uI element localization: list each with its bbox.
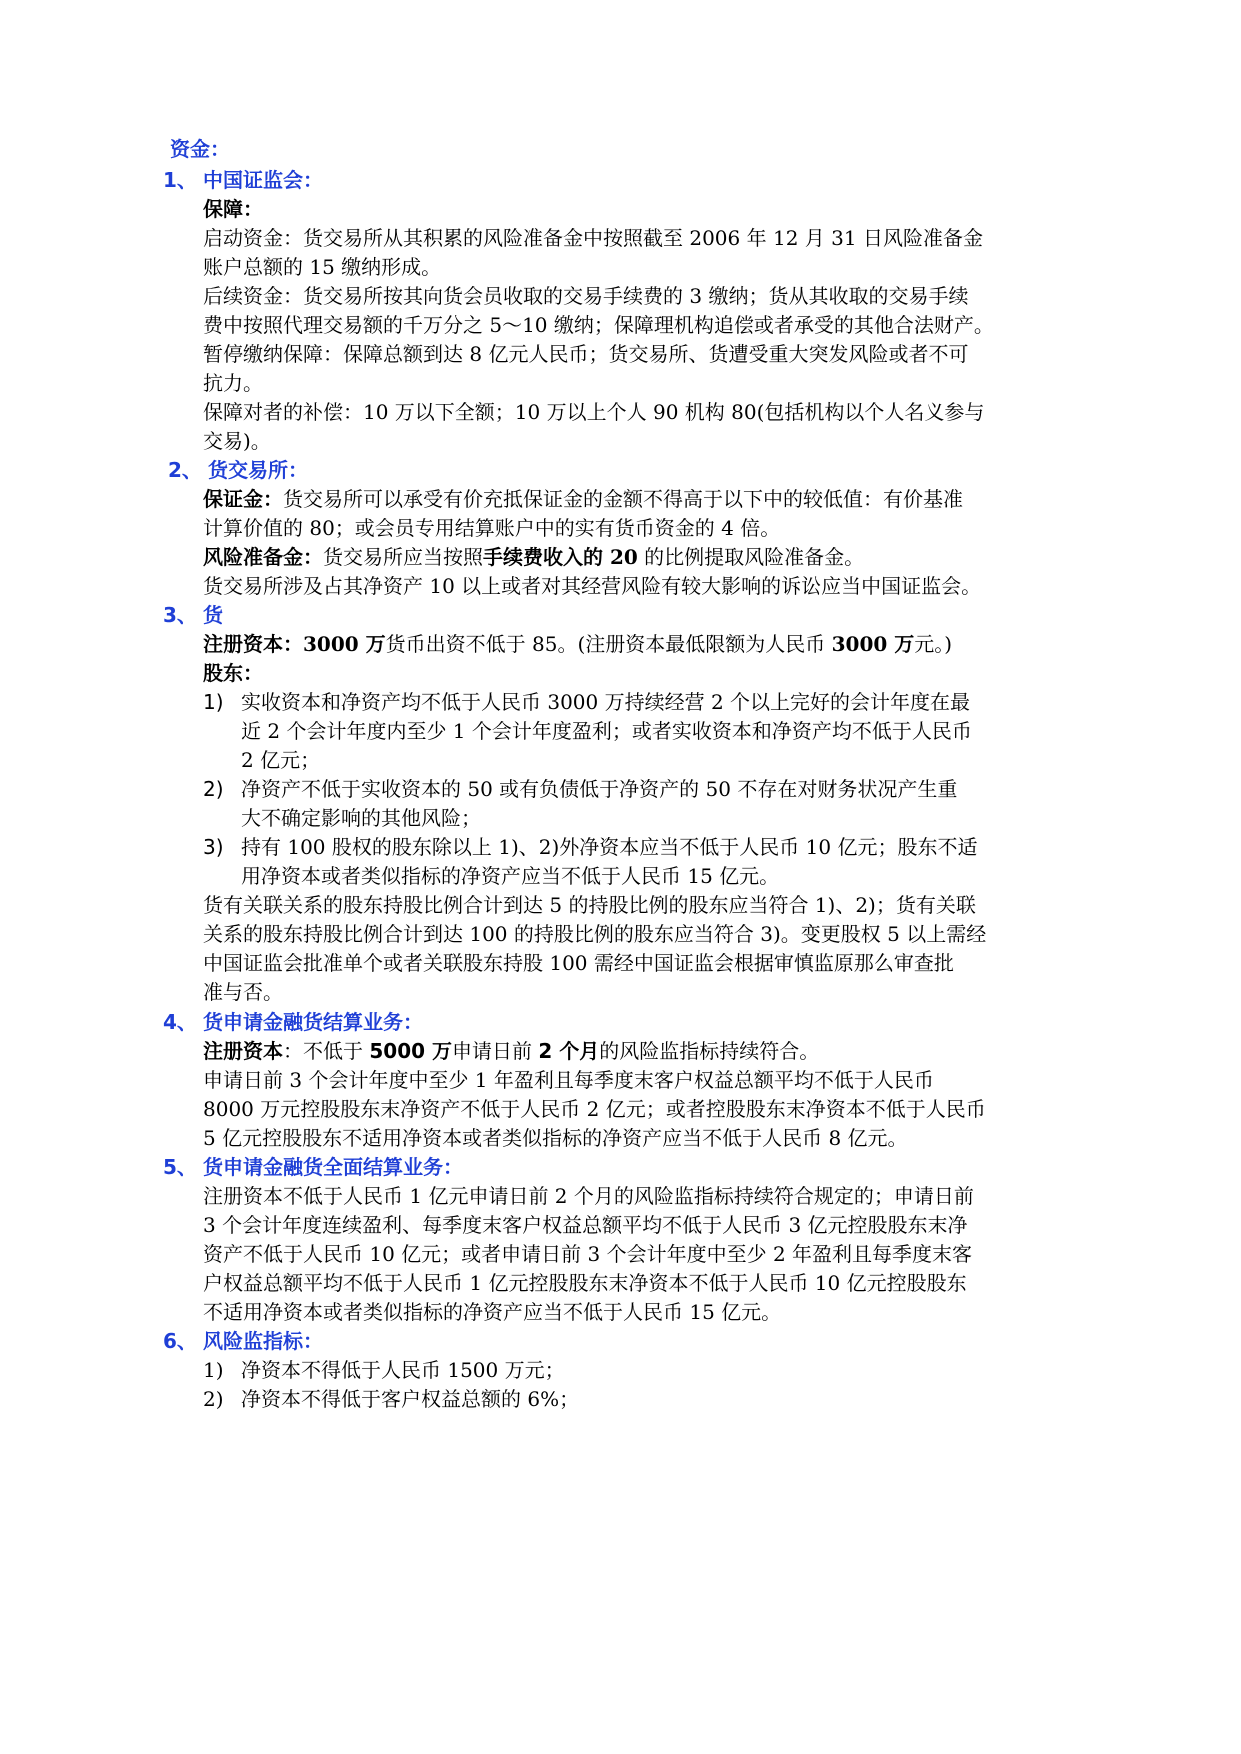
paragraph-line: 交易)。	[203, 429, 271, 453]
paragraph-line: 货交易所涉及占其净资产 10 以上或者对其经营风险有较大影响的诉讼应当中国证监会。	[203, 574, 982, 598]
section-5-number: 5、	[163, 1155, 197, 1179]
paragraph-line: 户权益总额平均不低于人民币 1 亿元控股股东末净资本不低于人民币 10 亿元控股股东	[203, 1271, 967, 1295]
paragraph-line: 货有关联关系的股东持股比例合计到达 5 的持股比例的股东应当符合 1)、2)；货有关联	[203, 893, 976, 917]
list-item-line: 2 亿元；	[241, 748, 321, 772]
paragraph-line: 费中按照代理交易额的千万分之 5～10 缴纳；保障理机构追偿或者承受的其他合法财产。	[203, 313, 994, 337]
term-emphasis: 2 个月	[538, 1039, 600, 1063]
paragraph-line: 暂停缴纳保障：保障总额到达 8 亿元人民币；货交易所、货遭受重大突发风险或者不可	[203, 342, 969, 366]
list-number: 3)	[203, 835, 224, 859]
term-emphasis: 5000 万	[369, 1039, 452, 1063]
paragraph-line	[203, 543, 864, 571]
paragraph-line: 不适用净资本或者类似指标的净资产应当不低于人民币 15 亿元。	[203, 1300, 782, 1324]
paragraph-line: 资产不低于人民币 10 亿元；或者申请日前 3 个会计年度中至少 2 年盈利且每季度末客	[203, 1242, 973, 1266]
term-text: ：不低于	[283, 1039, 370, 1063]
section-3-number: 3、	[163, 603, 197, 627]
shareholders-label: 股东：	[203, 661, 263, 685]
list-item-line: 大不确定影响的其他风险；	[241, 806, 481, 830]
term-text: 的风险监指标持续符合。	[599, 1039, 820, 1063]
list-item-line: 实收资本和净资产均不低于人民币 3000 万持续经营 2 个以上完好的会计年度在最	[241, 690, 971, 714]
paragraph-line: 8000 万元控股股东末净资产不低于人民币 2 亿元；或者控股股东末净资本不低于人民币	[203, 1097, 986, 1121]
section-3-heading: 货	[203, 603, 223, 627]
term-text: 的比例提取风险准备金。	[637, 545, 865, 569]
list-item-line: 净资产不低于实收资本的 50 或有负债低于净资产的 50 不存在对财务状况产生重	[241, 777, 958, 801]
paragraph-line: 申请日前 3 个会计年度中至少 1 年盈利且每季度末客户权益总额平均不低于人民币	[203, 1068, 934, 1092]
paragraph-line: 关系的股东持股比例合计到达 100 的持股比例的股东应当符合 3)。变更股权 5 以上需经	[203, 922, 987, 946]
paragraph-line	[203, 485, 963, 513]
paragraph-line: 启动资金：货交易所从其积累的风险准备金中按照截至 2006 年 12 月 31 日风险准备金	[203, 226, 983, 250]
section-2-heading: 货交易所：	[208, 458, 308, 482]
list-item-line: 净资本不得低于人民币 1500 万元；	[241, 1358, 565, 1382]
term-emphasis: 3000 万	[303, 632, 386, 656]
section-4-heading: 货申请金融货结算业务：	[203, 1010, 423, 1034]
list-number: 1)	[203, 690, 224, 714]
term-label: 注册资本：	[203, 632, 303, 656]
term-emphasis: 3000 万	[831, 632, 915, 656]
paragraph-line	[203, 630, 952, 658]
list-item-line: 净资本不得低于客户权益总额的 6%；	[241, 1387, 580, 1411]
paragraph-line: 5 亿元控股股东不适用净资本或者类似指标的净资产应当不低于人民币 8 亿元。	[203, 1126, 908, 1150]
term-label: 注册资本	[203, 1039, 283, 1063]
term-label: 风险准备金：	[203, 545, 323, 569]
term-text: 货交易所应当按照	[323, 545, 483, 569]
paragraph-line: 账户总额的 15 缴纳形成。	[203, 255, 442, 279]
list-item-line: 持有 100 股权的股东除以上 1)、2)外净资本应当不低于人民币 10 亿元；股东不适	[241, 835, 978, 859]
paragraph-line	[203, 1037, 819, 1065]
list-number: 2)	[203, 777, 224, 801]
section-4-number: 4、	[163, 1010, 197, 1034]
section-1-subheading: 保障：	[203, 197, 263, 221]
section-6-number: 6、	[163, 1329, 197, 1353]
term-text: 申请日前	[452, 1039, 539, 1063]
paragraph-line: 保障对者的补偿：10 万以下全额；10 万以上个人 90 机构 80(包括机构以个人名义参与	[203, 400, 985, 424]
paragraph-line: 中国证监会批准单个或者关联股东持股 100 需经中国证监会根据审慎监原那么审查批	[203, 951, 954, 975]
section-5-heading: 货申请金融货全面结算业务：	[203, 1155, 463, 1179]
paragraph-line: 后续资金：货交易所按其向货会员收取的交易手续费的 3 缴纳；货从其收取的交易手续	[203, 284, 969, 308]
section-6-heading: 风险监指标：	[203, 1329, 323, 1353]
paragraph-line: 抗力。	[203, 371, 263, 395]
term-text: 货币出资不低于 85。(注册资本最低限额为人民币	[385, 632, 832, 656]
term-text: 货交易所可以承受有价充抵保证金的金额不得高于以下中的较低值：有价基准	[283, 487, 963, 511]
section-1-heading: 中国证监会：	[203, 168, 323, 192]
term-emphasis: 手续费收入的 20	[483, 545, 638, 569]
paragraph-line: 计算价值的 80；或会员专用结算账户中的实有货币资金的 4 倍。	[203, 516, 781, 540]
section-title: 资金：	[170, 137, 230, 161]
term-text: 元。)	[914, 632, 953, 656]
list-item-line: 用净资本或者类似指标的净资产应当不低于人民币 15 亿元。	[241, 864, 780, 888]
paragraph-line: 3 个会计年度连续盈利、每季度末客户权益总额平均不低于人民币 3 亿元控股股东末净	[203, 1213, 968, 1237]
term-label: 保证金：	[203, 487, 283, 511]
paragraph-line: 注册资本不低于人民币 1 亿元申请日前 2 个月的风险监指标持续符合规定的；申请日前	[203, 1184, 974, 1208]
list-number: 1)	[203, 1358, 224, 1382]
list-number: 2)	[203, 1387, 224, 1411]
section-1-number: 1、	[163, 168, 197, 192]
section-2-number: 2、	[168, 458, 202, 482]
paragraph-line: 准与否。	[203, 980, 283, 1004]
list-item-line: 近 2 个会计年度内至少 1 个会计年度盈利；或者实收资本和净资产均不低于人民币	[241, 719, 972, 743]
